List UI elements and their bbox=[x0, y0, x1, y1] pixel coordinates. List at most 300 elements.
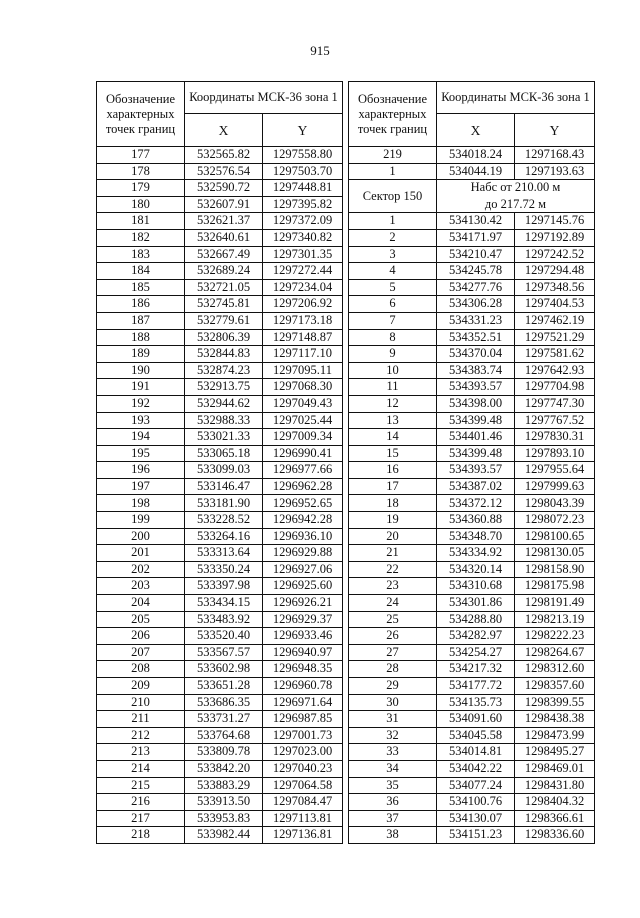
table-row bbox=[97, 196, 343, 213]
y-coordinate-cell: 1297206.92 bbox=[263, 296, 343, 313]
y-coordinate-cell: 1297040.23 bbox=[263, 760, 343, 777]
y-coordinate-cell: 1296925.60 bbox=[263, 578, 343, 595]
point-number-cell: 11 bbox=[349, 379, 437, 396]
coordinates-table-left bbox=[96, 81, 343, 844]
table-row bbox=[97, 312, 343, 329]
table-row bbox=[97, 329, 343, 346]
x-coordinate-cell: 534383.74 bbox=[437, 362, 515, 379]
point-number-cell: 33 bbox=[349, 744, 437, 761]
table-row bbox=[349, 478, 595, 495]
x-coordinate-cell: 534401.46 bbox=[437, 429, 515, 446]
x-coordinate-cell: 534282.97 bbox=[437, 628, 515, 645]
x-coordinate-cell: 534151.23 bbox=[437, 827, 515, 844]
point-number-cell: 212 bbox=[97, 727, 185, 744]
x-coordinate-cell: 533953.83 bbox=[185, 810, 263, 827]
point-number-cell: 207 bbox=[97, 644, 185, 661]
table-row bbox=[97, 727, 343, 744]
x-coordinate-cell: 533228.52 bbox=[185, 512, 263, 529]
point-number-cell: 4 bbox=[349, 263, 437, 280]
y-coordinate-cell: 1297372.09 bbox=[263, 213, 343, 230]
header-x: X bbox=[437, 114, 515, 147]
y-coordinate-cell: 1298431.80 bbox=[515, 777, 595, 794]
y-coordinate-cell: 1296960.78 bbox=[263, 678, 343, 695]
x-coordinate-cell: 532689.24 bbox=[185, 263, 263, 280]
point-number-cell: 179 bbox=[97, 180, 185, 197]
table-row bbox=[349, 429, 595, 446]
point-number-cell: 23 bbox=[349, 578, 437, 595]
x-coordinate-cell: 533567.57 bbox=[185, 644, 263, 661]
table-row bbox=[349, 694, 595, 711]
y-coordinate-cell: 1297001.73 bbox=[263, 727, 343, 744]
point-number-cell: 37 bbox=[349, 810, 437, 827]
table-row bbox=[349, 246, 595, 263]
x-coordinate-cell: 534301.86 bbox=[437, 595, 515, 612]
y-coordinate-cell: 1297704.98 bbox=[515, 379, 595, 396]
y-coordinate-cell: 1297025.44 bbox=[263, 412, 343, 429]
table-row bbox=[97, 578, 343, 595]
x-coordinate-cell: 533764.68 bbox=[185, 727, 263, 744]
y-coordinate-cell: 1297049.43 bbox=[263, 395, 343, 412]
header-point-designation: Обозначение характерных точек границ bbox=[349, 82, 437, 147]
point-number-cell: 192 bbox=[97, 395, 185, 412]
point-number-cell: 202 bbox=[97, 561, 185, 578]
y-coordinate-cell: 1297148.87 bbox=[263, 329, 343, 346]
sector-name-cell: Сектор 150 bbox=[349, 180, 437, 213]
table-row bbox=[97, 412, 343, 429]
y-coordinate-cell: 1298043.39 bbox=[515, 495, 595, 512]
table-body-right bbox=[349, 147, 595, 844]
y-coordinate-cell: 1296942.28 bbox=[263, 512, 343, 529]
y-coordinate-cell: 1297145.76 bbox=[515, 213, 595, 230]
table-row bbox=[349, 644, 595, 661]
y-coordinate-cell: 1298336.60 bbox=[515, 827, 595, 844]
point-number-cell: 27 bbox=[349, 644, 437, 661]
y-coordinate-cell: 1297955.64 bbox=[515, 462, 595, 479]
y-coordinate-cell: 1297023.00 bbox=[263, 744, 343, 761]
y-coordinate-cell: 1298158.90 bbox=[515, 561, 595, 578]
table-row bbox=[97, 628, 343, 645]
x-coordinate-cell: 533651.28 bbox=[185, 678, 263, 695]
header-x: X bbox=[185, 114, 263, 147]
point-number-cell: 38 bbox=[349, 827, 437, 844]
table-row bbox=[97, 694, 343, 711]
table-row bbox=[349, 279, 595, 296]
point-number-cell: 5 bbox=[349, 279, 437, 296]
x-coordinate-cell: 532874.23 bbox=[185, 362, 263, 379]
table-row bbox=[97, 545, 343, 562]
point-number-cell: 213 bbox=[97, 744, 185, 761]
table-row bbox=[349, 827, 595, 844]
y-coordinate-cell: 1297095.11 bbox=[263, 362, 343, 379]
point-number-cell: 18 bbox=[349, 495, 437, 512]
table-row bbox=[97, 395, 343, 412]
point-number-cell: 1 bbox=[349, 213, 437, 230]
x-coordinate-cell: 534100.76 bbox=[437, 794, 515, 811]
x-coordinate-cell: 534348.70 bbox=[437, 528, 515, 545]
x-coordinate-cell: 534310.68 bbox=[437, 578, 515, 595]
table-row bbox=[97, 661, 343, 678]
x-coordinate-cell: 532565.82 bbox=[185, 147, 263, 164]
table-row bbox=[97, 495, 343, 512]
table-row bbox=[349, 711, 595, 728]
table-row bbox=[97, 794, 343, 811]
y-coordinate-cell: 1297192.89 bbox=[515, 229, 595, 246]
point-number-cell: 20 bbox=[349, 528, 437, 545]
y-coordinate-cell: 1298100.65 bbox=[515, 528, 595, 545]
y-coordinate-cell: 1297448.81 bbox=[263, 180, 343, 197]
y-coordinate-cell: 1296940.97 bbox=[263, 644, 343, 661]
point-number-cell: 12 bbox=[349, 395, 437, 412]
x-coordinate-cell: 533883.29 bbox=[185, 777, 263, 794]
point-number-cell: 6 bbox=[349, 296, 437, 313]
point-number-cell: 193 bbox=[97, 412, 185, 429]
x-coordinate-cell: 533021.33 bbox=[185, 429, 263, 446]
table-row bbox=[97, 362, 343, 379]
point-number-cell: 195 bbox=[97, 445, 185, 462]
table-row bbox=[97, 379, 343, 396]
x-coordinate-cell: 532576.54 bbox=[185, 163, 263, 180]
x-coordinate-cell: 533913.50 bbox=[185, 794, 263, 811]
x-coordinate-cell: 533809.78 bbox=[185, 744, 263, 761]
x-coordinate-cell: 534217.32 bbox=[437, 661, 515, 678]
table-row bbox=[97, 777, 343, 794]
table-row bbox=[349, 561, 595, 578]
coordinates-table-right bbox=[348, 81, 595, 844]
point-number-cell: 211 bbox=[97, 711, 185, 728]
point-number-cell: 201 bbox=[97, 545, 185, 562]
table-row bbox=[349, 329, 595, 346]
y-coordinate-cell: 1298438.38 bbox=[515, 711, 595, 728]
point-number-cell: 216 bbox=[97, 794, 185, 811]
point-number-cell: 200 bbox=[97, 528, 185, 545]
x-coordinate-cell: 534171.97 bbox=[437, 229, 515, 246]
table-row bbox=[349, 528, 595, 545]
y-coordinate-cell: 1297068.30 bbox=[263, 379, 343, 396]
header-coordinates: Координаты МСК-36 зона 1 bbox=[437, 82, 595, 114]
page-number: 915 bbox=[310, 43, 330, 58]
point-number-cell: 180 bbox=[97, 196, 185, 213]
point-number-cell: 196 bbox=[97, 462, 185, 479]
y-coordinate-cell: 1298399.55 bbox=[515, 694, 595, 711]
x-coordinate-cell: 533065.18 bbox=[185, 445, 263, 462]
point-number-cell: 184 bbox=[97, 263, 185, 280]
x-coordinate-cell: 533099.03 bbox=[185, 462, 263, 479]
y-coordinate-cell: 1296927.06 bbox=[263, 561, 343, 578]
y-coordinate-cell: 1297999.63 bbox=[515, 478, 595, 495]
table-row bbox=[97, 213, 343, 230]
y-coordinate-cell: 1297173.18 bbox=[263, 312, 343, 329]
table-row bbox=[97, 246, 343, 263]
table-row bbox=[97, 462, 343, 479]
y-coordinate-cell: 1297581.62 bbox=[515, 346, 595, 363]
y-coordinate-cell: 1296929.88 bbox=[263, 545, 343, 562]
y-coordinate-cell: 1297893.10 bbox=[515, 445, 595, 462]
table-row bbox=[349, 777, 595, 794]
x-coordinate-cell: 533350.24 bbox=[185, 561, 263, 578]
point-number-cell: 7 bbox=[349, 312, 437, 329]
table-row bbox=[97, 611, 343, 628]
y-coordinate-cell: 1297272.44 bbox=[263, 263, 343, 280]
point-number-cell: 215 bbox=[97, 777, 185, 794]
table-row bbox=[97, 644, 343, 661]
y-coordinate-cell: 1297462.19 bbox=[515, 312, 595, 329]
point-number-cell: 199 bbox=[97, 512, 185, 529]
x-coordinate-cell: 534042.22 bbox=[437, 760, 515, 777]
point-number-cell: 198 bbox=[97, 495, 185, 512]
table-row bbox=[97, 678, 343, 695]
point-number-cell: 15 bbox=[349, 445, 437, 462]
x-coordinate-cell: 533842.20 bbox=[185, 760, 263, 777]
y-coordinate-cell: 1296971.64 bbox=[263, 694, 343, 711]
point-number-cell: 3 bbox=[349, 246, 437, 263]
point-number-cell: 17 bbox=[349, 478, 437, 495]
table-row bbox=[97, 445, 343, 462]
y-coordinate-cell: 1298473.99 bbox=[515, 727, 595, 744]
x-coordinate-cell: 533146.47 bbox=[185, 478, 263, 495]
point-number-cell: 194 bbox=[97, 429, 185, 446]
y-coordinate-cell: 1297117.10 bbox=[263, 346, 343, 363]
table-row bbox=[97, 528, 343, 545]
point-number-cell: 177 bbox=[97, 147, 185, 164]
y-coordinate-cell: 1297009.34 bbox=[263, 429, 343, 446]
x-coordinate-cell: 532844.83 bbox=[185, 346, 263, 363]
x-coordinate-cell: 533602.98 bbox=[185, 661, 263, 678]
table-row bbox=[97, 279, 343, 296]
point-number-cell: 185 bbox=[97, 279, 185, 296]
y-coordinate-cell: 1296929.37 bbox=[263, 611, 343, 628]
x-coordinate-cell: 533520.40 bbox=[185, 628, 263, 645]
point-number-cell: 34 bbox=[349, 760, 437, 777]
table-row bbox=[349, 412, 595, 429]
point-number-cell: 197 bbox=[97, 478, 185, 495]
header-y: Y bbox=[515, 114, 595, 147]
x-coordinate-cell: 534399.48 bbox=[437, 412, 515, 429]
x-coordinate-cell: 533397.98 bbox=[185, 578, 263, 595]
table-body-left bbox=[97, 147, 343, 844]
table-row bbox=[349, 744, 595, 761]
table-row bbox=[97, 744, 343, 761]
y-coordinate-cell: 1297395.82 bbox=[263, 196, 343, 213]
point-number-cell: 16 bbox=[349, 462, 437, 479]
y-coordinate-cell: 1296987.85 bbox=[263, 711, 343, 728]
table-row bbox=[349, 760, 595, 777]
point-number-cell: 214 bbox=[97, 760, 185, 777]
table-row bbox=[349, 578, 595, 595]
x-coordinate-cell: 532590.72 bbox=[185, 180, 263, 197]
x-coordinate-cell: 534210.47 bbox=[437, 246, 515, 263]
x-coordinate-cell: 533982.44 bbox=[185, 827, 263, 844]
x-coordinate-cell: 534135.73 bbox=[437, 694, 515, 711]
point-number-cell: 209 bbox=[97, 678, 185, 695]
point-number-cell: 206 bbox=[97, 628, 185, 645]
y-coordinate-cell: 1298222.23 bbox=[515, 628, 595, 645]
point-number-cell: 8 bbox=[349, 329, 437, 346]
table-row bbox=[349, 163, 595, 180]
table-row bbox=[349, 661, 595, 678]
sector-row bbox=[349, 180, 595, 197]
y-coordinate-cell: 1298469.01 bbox=[515, 760, 595, 777]
point-number-cell: 191 bbox=[97, 379, 185, 396]
point-number-cell: 189 bbox=[97, 346, 185, 363]
y-coordinate-cell: 1297168.43 bbox=[515, 147, 595, 164]
point-number-cell: 186 bbox=[97, 296, 185, 313]
y-coordinate-cell: 1297340.82 bbox=[263, 229, 343, 246]
point-number-cell: 29 bbox=[349, 678, 437, 695]
table-row bbox=[349, 495, 595, 512]
table-row bbox=[97, 296, 343, 313]
table-row bbox=[97, 263, 343, 280]
x-coordinate-cell: 534014.81 bbox=[437, 744, 515, 761]
point-number-cell: 178 bbox=[97, 163, 185, 180]
table-row bbox=[349, 213, 595, 230]
y-coordinate-cell: 1297558.80 bbox=[263, 147, 343, 164]
x-coordinate-cell: 534077.24 bbox=[437, 777, 515, 794]
table-row bbox=[97, 561, 343, 578]
point-number-cell: 31 bbox=[349, 711, 437, 728]
y-coordinate-cell: 1296952.65 bbox=[263, 495, 343, 512]
y-coordinate-cell: 1297747.30 bbox=[515, 395, 595, 412]
x-coordinate-cell: 534334.92 bbox=[437, 545, 515, 562]
table-row bbox=[349, 362, 595, 379]
x-coordinate-cell: 532988.33 bbox=[185, 412, 263, 429]
x-coordinate-cell: 534352.51 bbox=[437, 329, 515, 346]
x-coordinate-cell: 534288.80 bbox=[437, 611, 515, 628]
x-coordinate-cell: 534372.12 bbox=[437, 495, 515, 512]
x-coordinate-cell: 532607.91 bbox=[185, 196, 263, 213]
y-coordinate-cell: 1298191.49 bbox=[515, 595, 595, 612]
table-row bbox=[349, 346, 595, 363]
table-row bbox=[349, 229, 595, 246]
point-number-cell: 14 bbox=[349, 429, 437, 446]
table-row bbox=[97, 512, 343, 529]
x-coordinate-cell: 534393.57 bbox=[437, 462, 515, 479]
x-coordinate-cell: 534245.78 bbox=[437, 263, 515, 280]
y-coordinate-cell: 1297830.31 bbox=[515, 429, 595, 446]
y-coordinate-cell: 1297348.56 bbox=[515, 279, 595, 296]
table-row bbox=[97, 810, 343, 827]
y-coordinate-cell: 1296933.46 bbox=[263, 628, 343, 645]
table-row bbox=[349, 462, 595, 479]
point-number-cell: 36 bbox=[349, 794, 437, 811]
x-coordinate-cell: 534091.60 bbox=[437, 711, 515, 728]
point-number-cell: 183 bbox=[97, 246, 185, 263]
x-coordinate-cell: 533181.90 bbox=[185, 495, 263, 512]
x-coordinate-cell: 534045.58 bbox=[437, 727, 515, 744]
table-row bbox=[97, 595, 343, 612]
y-coordinate-cell: 1296990.41 bbox=[263, 445, 343, 462]
x-coordinate-cell: 534387.02 bbox=[437, 478, 515, 495]
table-row bbox=[349, 595, 595, 612]
x-coordinate-cell: 532621.37 bbox=[185, 213, 263, 230]
table-row bbox=[349, 296, 595, 313]
sector-range-line2: до 217.72 м bbox=[437, 196, 595, 213]
y-coordinate-cell: 1298366.61 bbox=[515, 810, 595, 827]
y-coordinate-cell: 1297242.52 bbox=[515, 246, 595, 263]
point-number-cell: 22 bbox=[349, 561, 437, 578]
point-number-cell: 30 bbox=[349, 694, 437, 711]
x-coordinate-cell: 534254.27 bbox=[437, 644, 515, 661]
point-number-cell: 35 bbox=[349, 777, 437, 794]
y-coordinate-cell: 1297642.93 bbox=[515, 362, 595, 379]
sector-range-line1: Набс от 210.00 м bbox=[437, 180, 595, 197]
point-number-cell: 204 bbox=[97, 595, 185, 612]
point-number-cell: 26 bbox=[349, 628, 437, 645]
point-number-cell: 219 bbox=[349, 147, 437, 164]
y-coordinate-cell: 1298130.05 bbox=[515, 545, 595, 562]
x-coordinate-cell: 534320.14 bbox=[437, 561, 515, 578]
table-row bbox=[349, 512, 595, 529]
y-coordinate-cell: 1298213.19 bbox=[515, 611, 595, 628]
x-coordinate-cell: 534360.88 bbox=[437, 512, 515, 529]
y-coordinate-cell: 1297113.81 bbox=[263, 810, 343, 827]
y-coordinate-cell: 1296962.28 bbox=[263, 478, 343, 495]
y-coordinate-cell: 1297084.47 bbox=[263, 794, 343, 811]
x-coordinate-cell: 534018.24 bbox=[437, 147, 515, 164]
y-coordinate-cell: 1297136.81 bbox=[263, 827, 343, 844]
header-coordinates: Координаты МСК-36 зона 1 bbox=[185, 82, 343, 114]
x-coordinate-cell: 534177.72 bbox=[437, 678, 515, 695]
header-y: Y bbox=[263, 114, 343, 147]
point-number-cell: 9 bbox=[349, 346, 437, 363]
y-coordinate-cell: 1297294.48 bbox=[515, 263, 595, 280]
y-coordinate-cell: 1298495.27 bbox=[515, 744, 595, 761]
y-coordinate-cell: 1298072.23 bbox=[515, 512, 595, 529]
point-number-cell: 10 bbox=[349, 362, 437, 379]
point-number-cell: 21 bbox=[349, 545, 437, 562]
y-coordinate-cell: 1297404.53 bbox=[515, 296, 595, 313]
x-coordinate-cell: 534399.48 bbox=[437, 445, 515, 462]
y-coordinate-cell: 1297521.29 bbox=[515, 329, 595, 346]
table-row bbox=[349, 611, 595, 628]
table-row bbox=[97, 180, 343, 197]
x-coordinate-cell: 532806.39 bbox=[185, 329, 263, 346]
x-coordinate-cell: 533313.64 bbox=[185, 545, 263, 562]
table-row bbox=[97, 229, 343, 246]
y-coordinate-cell: 1298404.32 bbox=[515, 794, 595, 811]
point-number-cell: 1 bbox=[349, 163, 437, 180]
y-coordinate-cell: 1296977.66 bbox=[263, 462, 343, 479]
point-number-cell: 25 bbox=[349, 611, 437, 628]
y-coordinate-cell: 1297193.63 bbox=[515, 163, 595, 180]
point-number-cell: 32 bbox=[349, 727, 437, 744]
point-number-cell: 24 bbox=[349, 595, 437, 612]
point-number-cell: 208 bbox=[97, 661, 185, 678]
table-row bbox=[349, 794, 595, 811]
y-coordinate-cell: 1298357.60 bbox=[515, 678, 595, 695]
point-number-cell: 2 bbox=[349, 229, 437, 246]
point-number-cell: 19 bbox=[349, 512, 437, 529]
table-row bbox=[349, 810, 595, 827]
x-coordinate-cell: 532944.62 bbox=[185, 395, 263, 412]
x-coordinate-cell: 534331.23 bbox=[437, 312, 515, 329]
table-row bbox=[349, 628, 595, 645]
y-coordinate-cell: 1297503.70 bbox=[263, 163, 343, 180]
table-row bbox=[97, 711, 343, 728]
table-row bbox=[97, 827, 343, 844]
x-coordinate-cell: 534130.07 bbox=[437, 810, 515, 827]
x-coordinate-cell: 532640.61 bbox=[185, 229, 263, 246]
x-coordinate-cell: 534130.42 bbox=[437, 213, 515, 230]
x-coordinate-cell: 532745.81 bbox=[185, 296, 263, 313]
y-coordinate-cell: 1298312.60 bbox=[515, 661, 595, 678]
table-row bbox=[97, 478, 343, 495]
x-coordinate-cell: 533686.35 bbox=[185, 694, 263, 711]
y-coordinate-cell: 1298175.98 bbox=[515, 578, 595, 595]
y-coordinate-cell: 1298264.67 bbox=[515, 644, 595, 661]
point-number-cell: 218 bbox=[97, 827, 185, 844]
y-coordinate-cell: 1296926.21 bbox=[263, 595, 343, 612]
x-coordinate-cell: 533434.15 bbox=[185, 595, 263, 612]
